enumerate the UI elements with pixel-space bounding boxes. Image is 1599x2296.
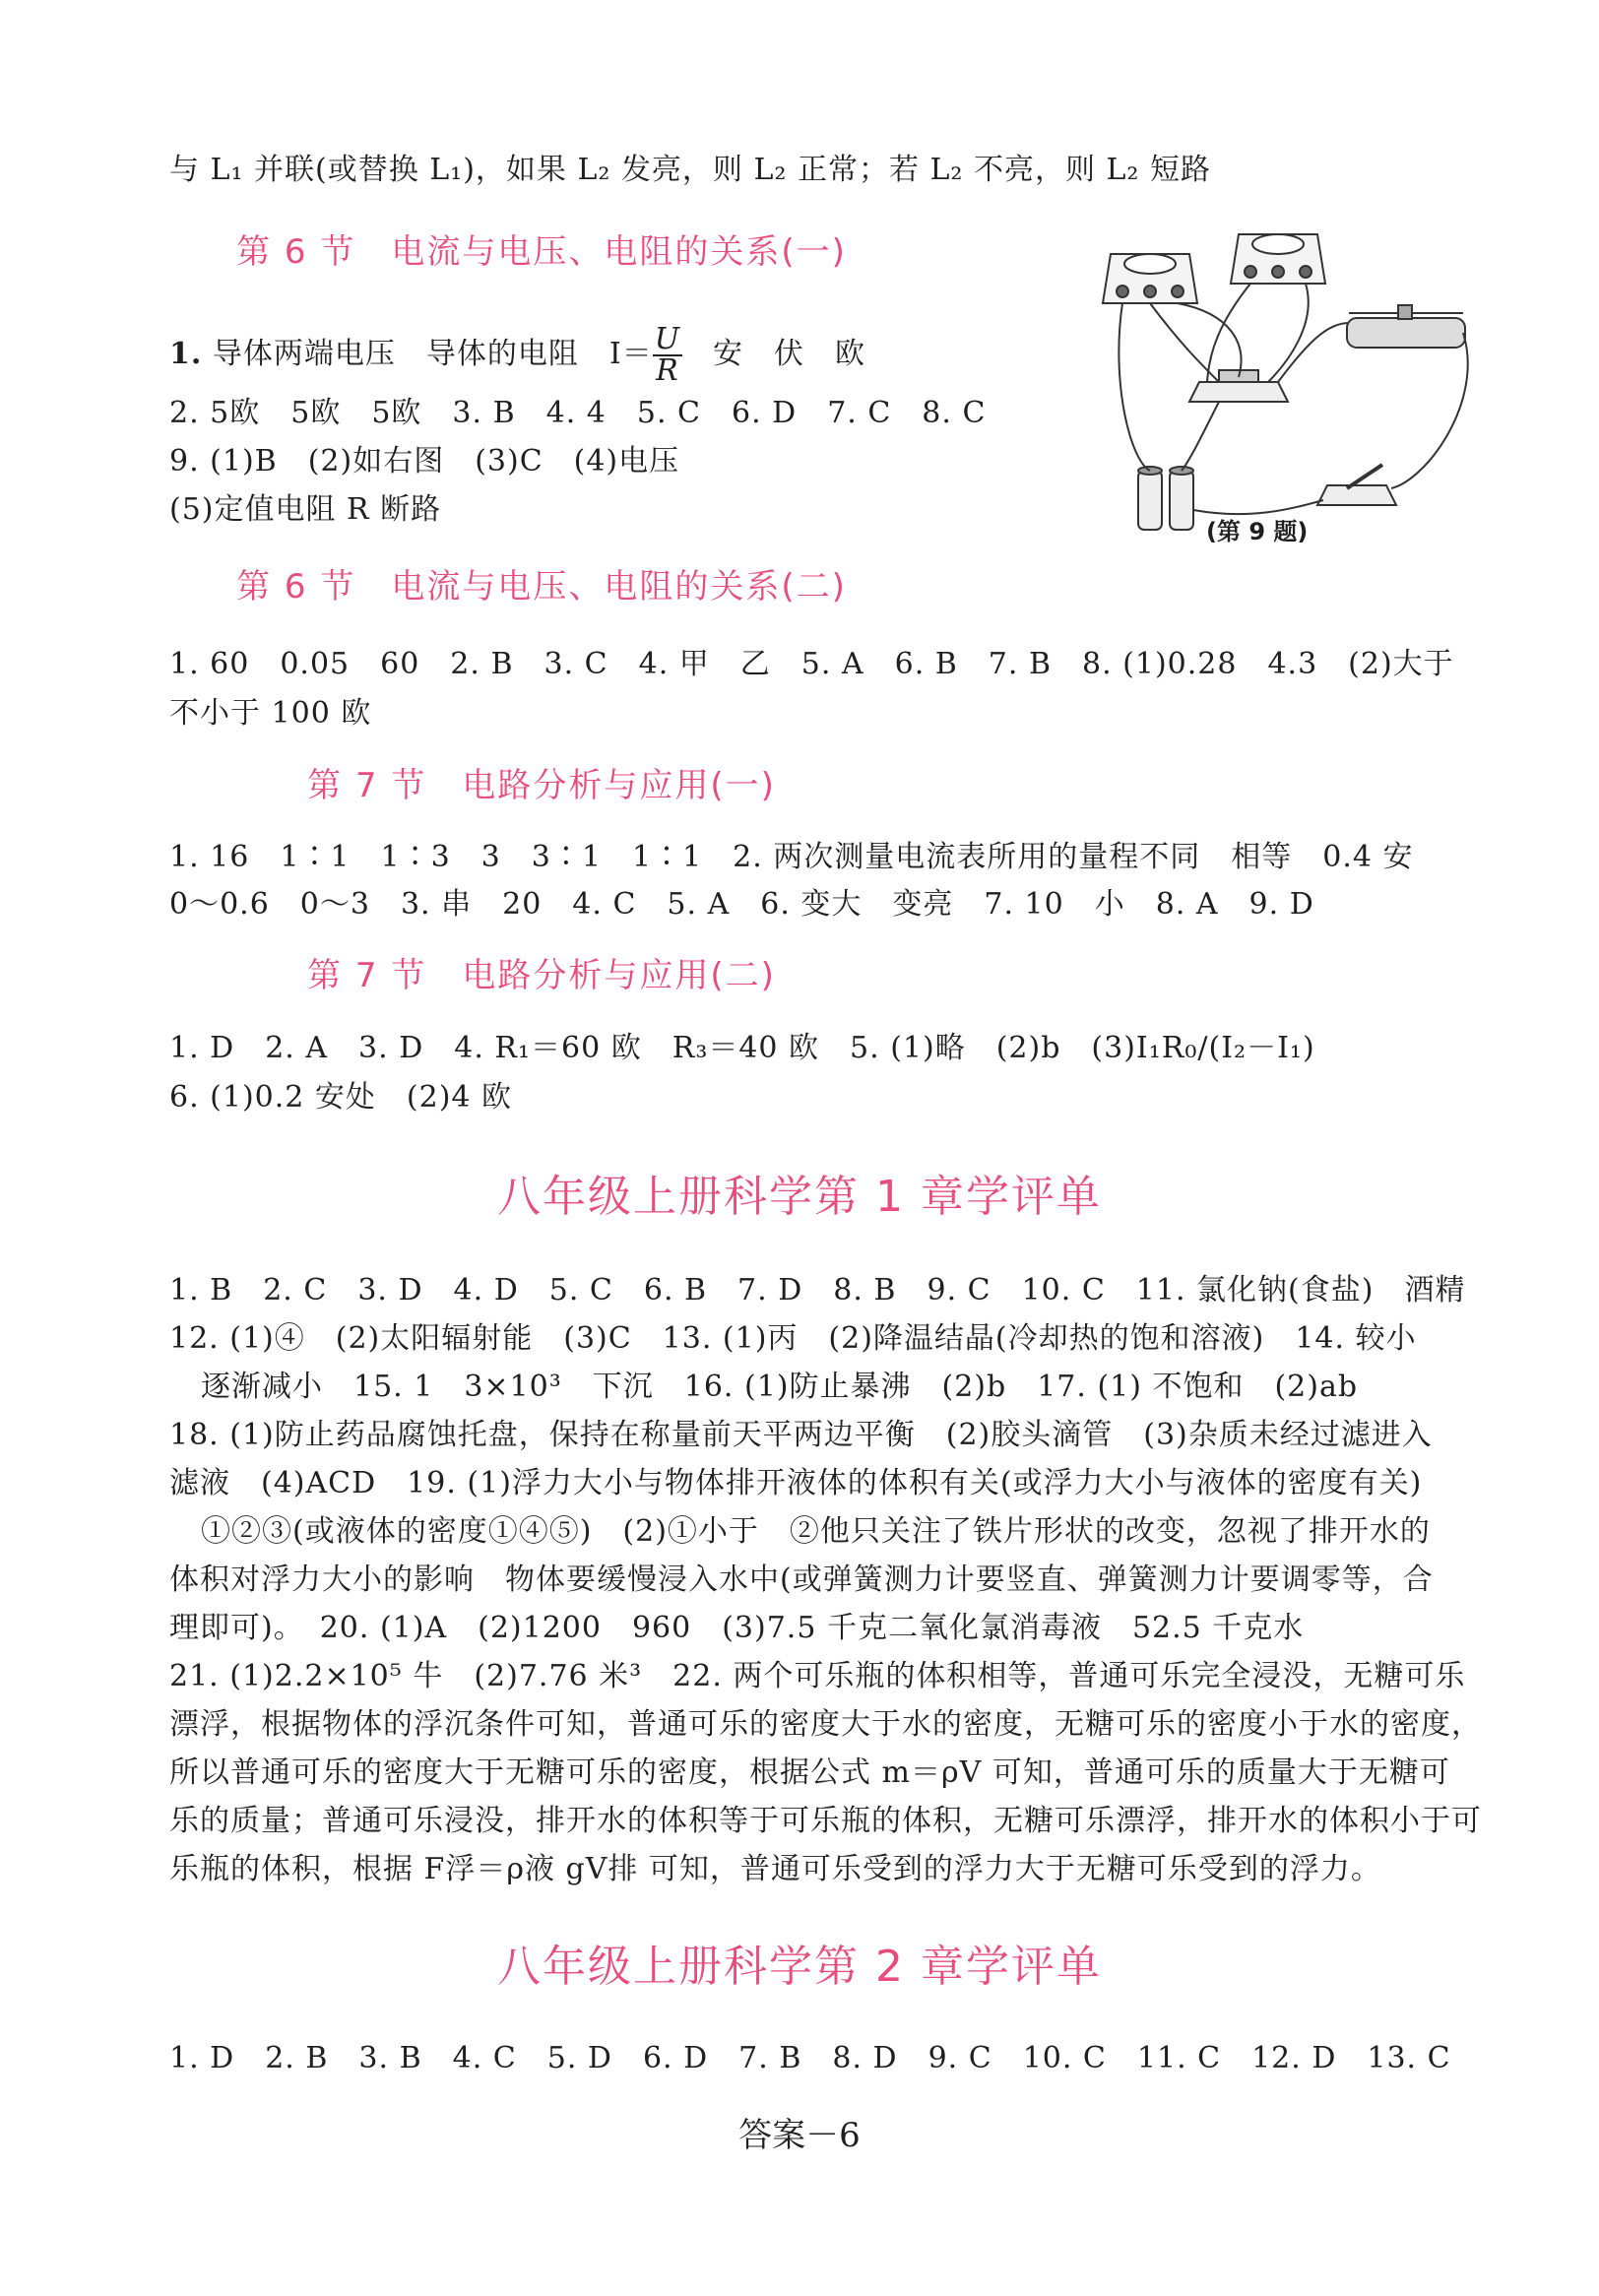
- answer-line: 1. 16 1∶1 1∶3 3 3∶1 1∶1 2. 两次测量电流表所用的量程不同 相等 0.4 安: [169, 840, 1414, 874]
- answer-line: 9. (1)B (2)如右图 (3)C (4)电压: [169, 444, 680, 478]
- circuit-diagram-figure: [1091, 224, 1485, 559]
- answer-line: 1. D 2. B 3. B 4. C 5. D 6. D 7. B 8. D 9. C 10. C 11. C 12. D 13. C: [169, 2041, 1451, 2075]
- battery-icon: [1138, 467, 1193, 530]
- page-number: 答案－6: [738, 2116, 861, 2155]
- ch1-line: 21. (1)2.2×10⁵ 牛 (2)7.76 米³ 22. 两个可乐瓶的体积相等，普通可乐完全浸没，无糖可乐: [169, 1659, 1466, 1693]
- ch1-line: 漂浮，根据物体的浮沉条件可知，普通可乐的密度大于水的密度，无糖可乐的密度小于水的密度，: [169, 1707, 1482, 1742]
- answer-line: 0～0.6 0～3 3. 串 20 4. C 5. A 6. 变大 变亮 7. 10 小 8. A 9. D: [169, 887, 1314, 922]
- ch1-line: 18. (1)防止药品腐蚀托盘，保持在称量前天平两边平衡 (2)胶头滴管 (3)杂质未经过滤进入: [169, 1418, 1433, 1452]
- section-title-7-1: 第 7 节 电路分析与应用(一): [307, 766, 776, 805]
- answer-text-after: 安 伏 欧: [682, 337, 866, 371]
- ch1-line: ①②③(或液体的密度①④⑤) (2)①小于 ②他只关注了铁片形状的改变，忽视了排开水的: [201, 1514, 1431, 1549]
- ammeter-icon: [1103, 254, 1197, 303]
- ch1-line: 滤液 (4)ACD 19. (1)浮力大小与物体排开液体的体积有关(或浮力大小与液体的密度有关): [169, 1466, 1423, 1500]
- section-title-6-1: 第 6 节 电流与电压、电阻的关系(一): [236, 232, 847, 272]
- answer-line: 2. 5欧 5欧 5欧 3. B 4. 4 5. C 6. D 7. C 8. C: [169, 396, 987, 430]
- switch-icon: [1317, 465, 1396, 505]
- ch1-line: 体积对浮力大小的影响 物体要缓慢浸入水中(或弹簧测力计要竖直、弹簧测力计要调零等，合: [169, 1563, 1434, 1597]
- fraction-numerator: U: [654, 322, 681, 356]
- continuation-line: 与 L₁ 并联(或替换 L₁)，如果 L₂ 发亮，则 L₂ 正常；若 L₂ 不亮，则 L₂ 短路: [169, 153, 1211, 187]
- answer-line: 6. (1)0.2 安处 (2)4 欧: [169, 1080, 513, 1115]
- ch1-line: 乐瓶的体积，根据 F浮＝ρ液 gV排 可知，普通可乐受到的浮力大于无糖可乐受到的浮力。: [169, 1852, 1381, 1886]
- chapter-2-title: 八年级上册科学第 2 章学评单: [497, 1942, 1102, 1992]
- ch1-line: 逐渐减小 15. 1 3×10³ 下沉 16. (1)防止暴沸 (2)b 17. (1) 不饱和 (2)ab: [201, 1370, 1359, 1404]
- question-number: 1.: [169, 337, 203, 371]
- section-title-6-2: 第 6 节 电流与电压、电阻的关系(二): [236, 567, 847, 606]
- fraction-u-over-r: [653, 322, 682, 388]
- ch1-line: 1. B 2. C 3. D 4. D 5. C 6. B 7. D 8. B 9. C 10. C 11. 氯化钠(食盐) 酒精: [169, 1273, 1466, 1307]
- ch1-line: 12. (1)④ (2)太阳辐射能 (3)C 13. (1)丙 (2)降温结晶(冷却热的饱和溶液) 14. 较小: [169, 1321, 1417, 1356]
- answer-line: (5)定值电阻 R 断路: [169, 492, 442, 527]
- chapter-1-title: 八年级上册科学第 1 章学评单: [497, 1172, 1102, 1222]
- answer-line: 不小于 100 欧: [169, 696, 372, 731]
- section-title-7-2: 第 7 节 电路分析与应用(二): [307, 956, 776, 995]
- ch1-line: 所以普通可乐的密度大于无糖可乐的密度，根据公式 m＝ρV 可知，普通可乐的质量大于无糖可: [169, 1755, 1450, 1790]
- answer-line: 1. 60 0.05 60 2. B 3. C 4. 甲 乙 5. A 6. B 7. B 8. (1)0.28 4.3 (2)大于: [169, 647, 1454, 681]
- figure-caption: (第 9 题): [1206, 518, 1309, 545]
- rheostat-icon: [1347, 305, 1465, 348]
- ch1-line: 理即可)。 20. (1)A (2)1200 960 (3)7.5 千克二氧化氯消毒液 52.5 千克水: [169, 1611, 1305, 1645]
- ch1-line: 乐的质量；普通可乐浸没，排开水的体积等于可乐瓶的体积，无糖可乐漂浮，排开水的体积小于可: [169, 1804, 1482, 1838]
- fraction-denominator: R: [656, 353, 679, 388]
- voltmeter-icon: [1231, 234, 1325, 284]
- answer-line: 1. D 2. A 3. D 4. R₁＝60 欧 R₃＝40 欧 5. (1)略 (2)b (3)I₁R₀/(I₂－I₁): [169, 1031, 1315, 1065]
- answer-text: 导体两端电压 导体的电阻 I＝: [212, 337, 653, 371]
